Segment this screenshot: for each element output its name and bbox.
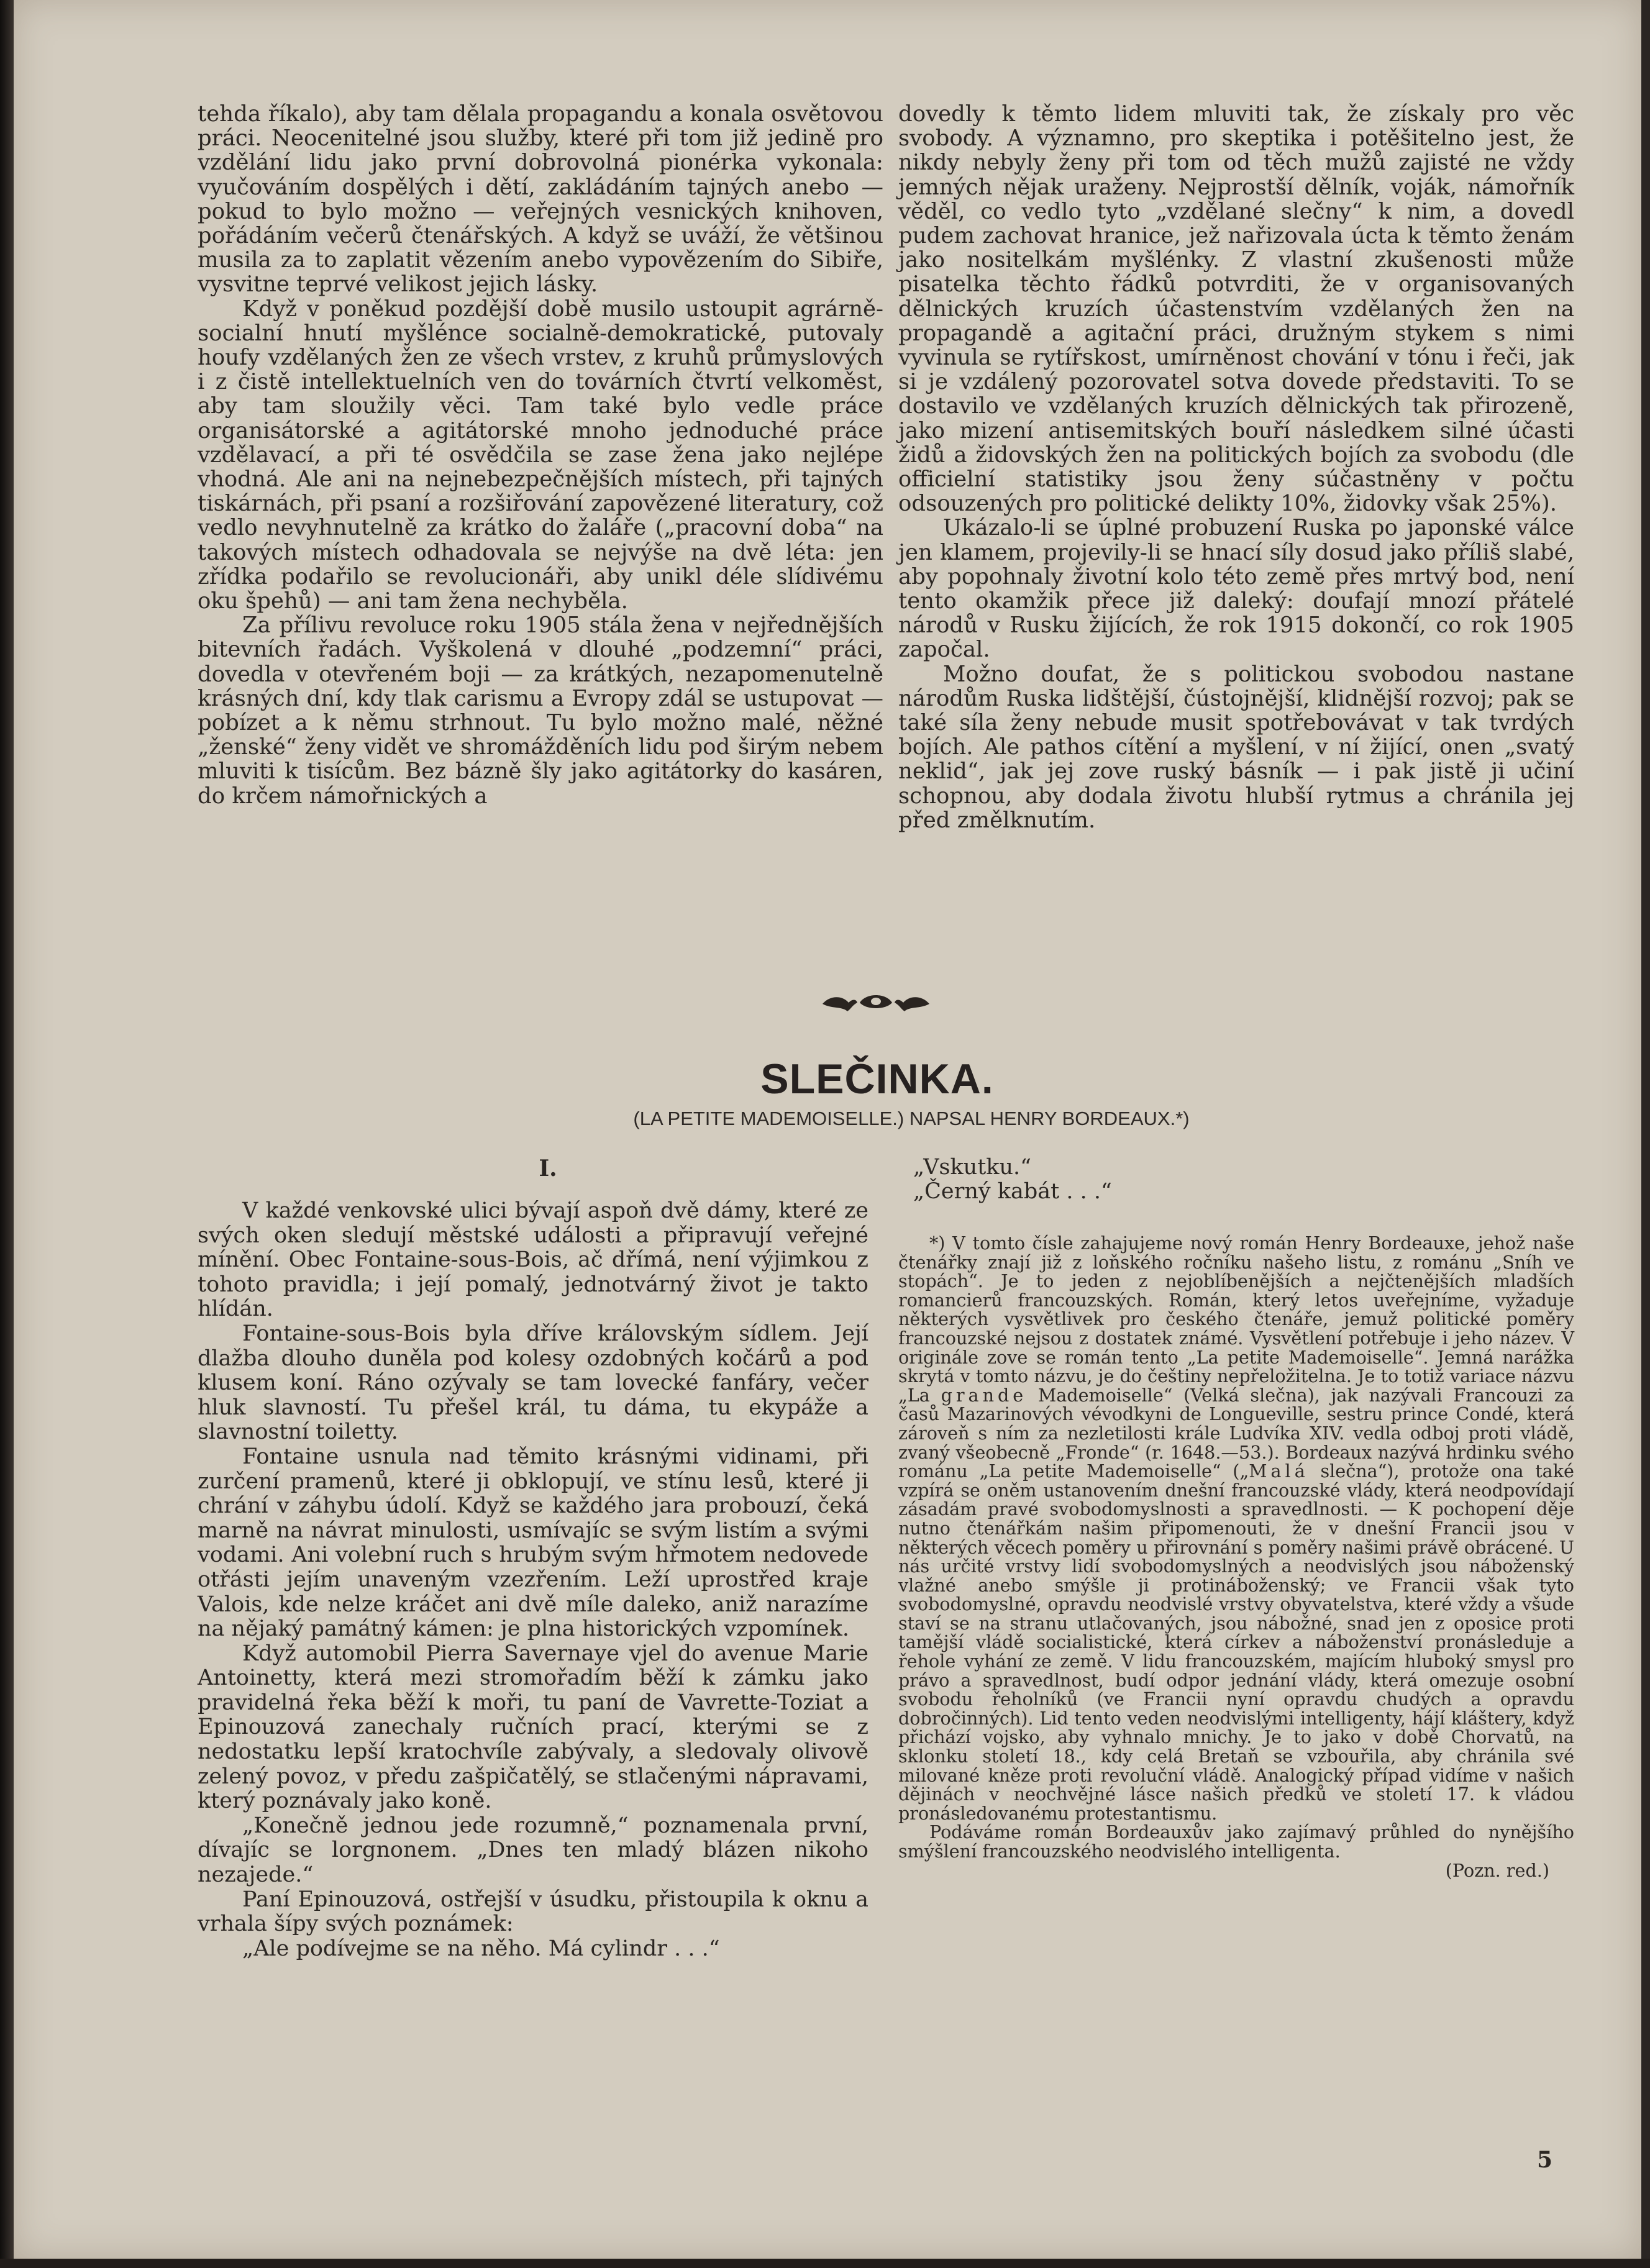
footnote-paragraph: Podáváme román Bordeauxův jako zajímavý průhled do nynějšího smýšlení francouzského neodvislého intelligenta. [898,1821,1574,1862]
scan-left-edge [0,0,14,2268]
leaf-ornament-icon [821,990,931,1016]
story-right-column [913,1155,1574,1204]
paragraph: tehda říkalo), aby tam dělala propagandu a konala osvětovou práci. Neocenitelné jsou služby, které při tom již jedině pro vzdělání lidu jako první dobrovolná pionérka vykonala: vyučováním dospělých i dětí, zakládáním tajných anebo — pokud to bylo možno — veřejných vesnických knihoven, pořádáním večerů čtenářských. A když se uváží, že většinou musila za to zaplatit vězením anebo vypovězením do Sibiře, vysvitne teprvé velikost jejich lásky. [198,101,883,298]
paragraph: Paní Epinouzová, ostřejší v úsudku, přistoupila k oknu a vrhala šípy svých poznámek: [198,1887,868,1937]
editorial-footnote [898,1234,1574,1880]
magazine-page [14,0,1641,2259]
dialogue-line: „Vskutku.“ [913,1155,1032,1180]
page-number: 5 [1537,2147,1553,2173]
footnote-text: slečna“), protože ona také vzpírá se oněm ustanovením dnešní francouzské vlády, která neodpovídají zásadám pravé svobodomyslnosti a spravedlnosti. — K pochopení děje nutno čtenářkám našim připomenouti, že v dnešní Francii jsou v některých věcech poměry u přirovnání s poměry našimi právě obrácené. U nás určité vrstvy lidí svobodomyslných a neodvislých jsou náboženský vlažné anebo smýšle ji protináboženský; ve Francii však tyto svobodomyslné, opravdu neodvislé vrstvy obyvatelstva, které vždy a všude staví se na stranu utlačovaných, jsou nábožné, snad jen z oposice proti tamější vládě socialistické, která církev a náboženství pronásleduje a řehole vyhání ze země. V lidu francouzském, majícím hluboký smysl pro právo a spravedlnost, budí odpor jednání vlády, která omezuje osobní svobodu řeholníků (ve Francii nyní opravdu chudých a opravdu dobročinných). Lid tento veden neodvislými intelligenty, hájí kláštery, když přichází vojsko, aby vyhnalo mnichy. Je to jako v době Chorvatů, na sklonku století 18., kdy celá Bretaň se vzbouřila, aby chránila své milované kněze proti revoluční vládě. Analogický případ vidíme v našich dějinách v neochvějné lásce našich předků ve století 17. k vládou pronásledovanému protestantismu. [898,1460,1574,1824]
paragraph: Když v poněkud pozdější době musilo ustoupit agrárně-socialní hnutí myšlénce socialně-demokratické, putovaly houfy vzdělaných žen ze všech vrstev, z kruhů průmyslových i z čistě intellektuelních ven do továrních čtvrtí velkoměst, aby tam sloužily věci. Tam také bylo vedle práce organisátorské a agitátorské mnoho jednoduché práce vzdělavací, a při té osvědčila se zase žena jako nejlépe vhodná. Ale ani na nejnebezpečnějších místech, při tajných tiskárnách, při psaní a rozšiřování zapovězené literatury, což vedlo nevyhnutelně za krátko do žaláře („pracovní doba“ na takových místech odhadovala se nejvýše na dvě léta: jen zřídka podařilo se revolucionáři, aby unikl déle slídivému oku špehů) — ani tam žena nechyběla. [198,296,883,614]
footnote-text: *) V tomto čísle zahajujeme nový román Henry Bordeauxe, jehož naše čtenářky znají již z loňského ročníku našeho listu, z románu „Sníh ve stopách“. Je to jeden z nejoblíbenějších a nejčtenějších mladších romancierů francouzských. Román, který letos uveřejníme, vyžaduje některých vysvětlivek pro českého čtenáře, jemuž politické poměry francouzské nejsou z dostatek známé. Vysvětlení potřebuje i jeho název. V originále zove se román tento „La petite Mademoiselle“. Jemná narážka skrytá v tomto názvu, je do češtiny nepřeložitelna. Je to totiž variace názvu „La [898,1232,1574,1406]
paragraph: V každé venkovské ulici bývají aspoň dvě dámy, které ze svých oken sledují městské události a připravují veřejné mínění. Obec Fontaine-sous-Bois, ač dřímá, není výjimkou z tohoto pravidla; i její pomalý, jednotvárný život je takto hlídán. [198,1198,868,1322]
paragraph: Za přílivu revoluce roku 1905 stála žena v nejřednějších bitevních řadách. Vyškolená v dlouhé „podzemní“ práci, dovedla v otevřeném boji — za krátkých, nezapomenutelně krásných dní, kdy tlak carismu a Evropy zdál se ustupovat — pobízet a k němu strhnout. Tu bylo možno malé, něžné „ženské“ ženy vidět ve shromážděních lidu pod širým nebem mluviti k tisícům. Bez bázně šly jako agitátorky do kasáren, do krčem námořnických a [198,613,883,809]
story-subtitle: (LA PETITE MADEMOISELLE.) NAPSAL HENRY BORDEAUX.*) [633,1108,1190,1129]
spaced-word: grande [941,1384,1028,1406]
footnote-text: Mademoiselle“ (Velká slečna), jak nazývali Francouzi za časů Mazarinových vévodkyni de Longueville, sestru prince Condé, která zároveň s ním za nezletilosti krále Ludvíka XIV. vedla odboj proti vládě, zvaný všeobecně „Fronde“ (r. 1648.—53.). Bordeaux nazývá hrdinku svého románu „La petite Mademoiselle“ („ [898,1384,1574,1482]
paragraph: dovedly k těmto lidem mluviti tak, že získaly pro věc svobody. A významno, pro skeptika i potěšitelno jest, že nikdy nebyly ženy při tom od těch mužů zajisté ne vždy jemných nějak uraženy. Nejprostší dělník, voják, námořník věděl, co vedlo tyto „vzdělané slečny“ k nim, a dovedl pudem zachovat hranice, jež nařizovala úcta k těmto ženám jako nositelkám myšlénky. Z vlastní zkušenosti může pisatelka těchto řádků potvrditi, že v organisovaných dělnických kruzích účastenstvím vzdělaných žen na propagandě a agitační práci, družným stykem s nimi vyvinula se rytířskost, umírněnost chování v tónu i řeči, jak si je vzdálený pozorovatel sotva dovede představiti. To se dostavilo ve vzdělaných kruzích dělnických tak přirozeně, jako mizení antisemitských bouří následkem silné účasti židů a židovských žen na politických bojích za svobodu (dle officielní statistiky jsou ženy súčastněny v počtu odsouzených pro politické delikty 10%, židovky však 25%). [898,101,1574,517]
scan-bottom-edge [0,2259,1650,2268]
story-left-column [198,1199,868,1961]
footnote-paragraph [898,1234,1574,1823]
paragraph: Když automobil Pierra Savernaye vjel do avenue Marie Antoinetty, která mezi stromořadím běží k zámku jako pravidelná řeka běží k moři, tu paní de Vavrette-Toziat a Epinouzová zanechaly ručních prací, kterými se z nedostatku lepší kratochvíle zabývaly, a sledovaly olivově zelený povoz, v předu zašpičatělý, se stlačenými nápravami, který poznávaly jako koně. [198,1641,868,1814]
paragraph: Ukázalo-li se úplné probuzení Ruska po japonské válce jen klamem, projevily-li se hnací síly dosud jako příliš slabé, aby popohnaly životní kolo této země přes mrtvý bod, není tento okamžik přece již daleký: doufají mnozí přátelé národů v Rusku žijících, že rok 1915 dokončí, co rok 1905 započal. [898,515,1574,663]
spaced-word: Malá [1249,1460,1309,1482]
paragraph: Fontaine usnula nad těmito krásnými vidinami, při zurčení pramenů, které ji obklopují, ve stínu lesů, které ji chrání v záhybu údolí. Když se každého jara probouzí, čeká marně na návrat minulosti, usmívajíc se svým listím a svými vodami. Ani volební ruch s hrubým svým hřmotem nedovede otřásti jejím unaveným vzezřením. Leží uprostřed kraje Valois, kde nelze kráčet ani dvě míle daleko, aniž narazíme na nějaký památný kámen: je plna historických vzpomínek. [198,1444,868,1642]
paragraph: „Konečně jednou jede rozumně,“ poznamenala první, dívajíc se lorgnonem. „Dnes ten mladý blázen nikoho nezajede.“ [198,1813,868,1888]
story-title: SLEČINKA. [760,1055,994,1103]
top-left-column [198,102,883,808]
footnote-signature: (Pozn. red.) [1445,1859,1549,1881]
paragraph: Fontaine-sous-Bois byla dříve královským sídlem. Její dlažba dlouho duněla pod kolesy ozdobných kočárů a pod klusem koní. Ráno ozývaly se tam lovecké fanfáry, večer hluk slavností. Tu přešel král, tu dáma, tu ekypáže a slavnostní toiletty. [198,1321,868,1445]
dialogue-line: „Černý kabát . . .“ [913,1179,1112,1204]
chapter-number: I. [539,1155,557,1182]
paragraph: Možno doufat, že s politickou svobodou nastane národům Ruska lidštější, čústojnější, klidnější rozvoj; pak se také síla ženy nebude musit spotřebovávat v tak tvrdých bojích. Ale pathos cítění a myšlení, v ní žijící, onen „svatý neklid“, jak jej zove ruský básník — i pak jistě ji učiní schopnou, aby dodala životu hlubší rytmus a chránila jej před změlknutím. [898,661,1574,833]
top-right-column [898,102,1574,832]
paragraph: „Ale podívejme se na něho. Má cylindr . . .“ [242,1936,720,1961]
